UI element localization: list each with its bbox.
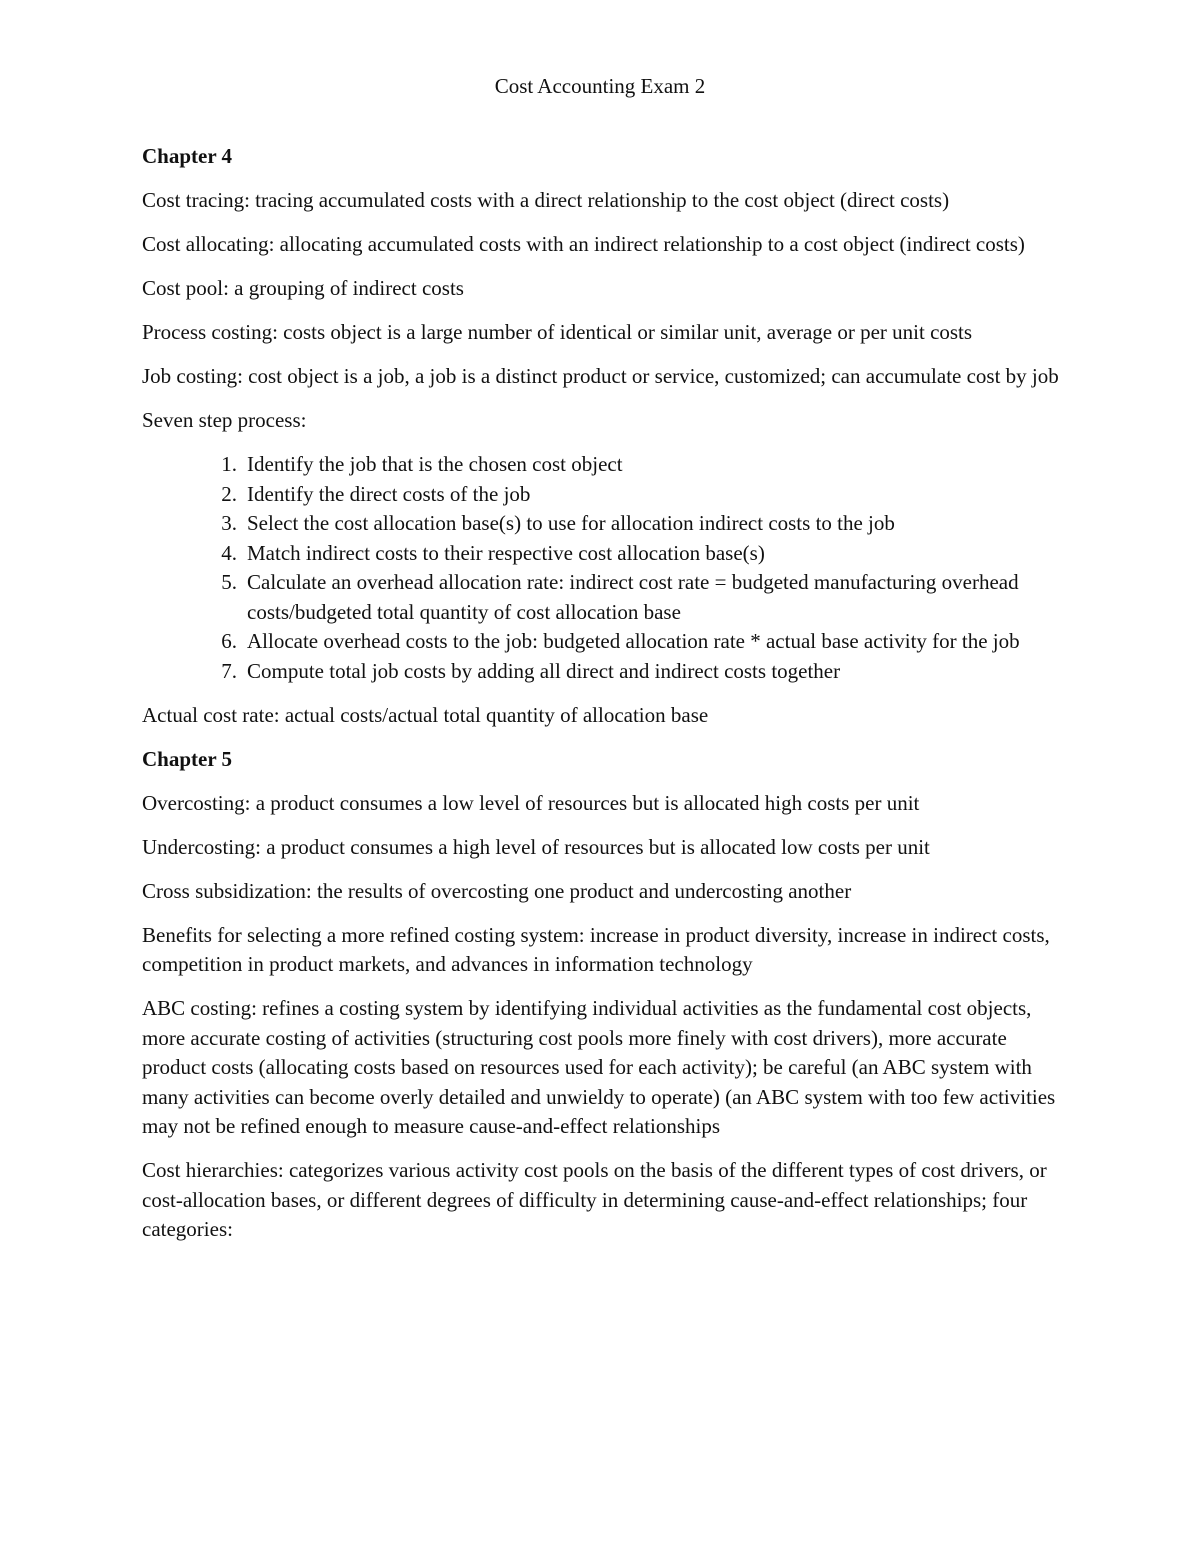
- list-item-text: Calculate an overhead allocation rate: indirect cost rate = budgeted manufacturing overhead costs/budgeted total quantity of cost allocation base: [247, 570, 1019, 624]
- actual-cost-rate-paragraph: Actual cost rate: actual costs/actual total quantity of allocation base: [142, 702, 709, 727]
- overcosting-paragraph: Overcosting: a product consumes a low level of resources but is allocated high costs per unit: [142, 790, 920, 815]
- undercosting-paragraph: Undercosting: a product consumes a high level of resources but is allocated low costs per unit: [142, 834, 930, 859]
- document-body: [142, 142, 1062, 1245]
- seven-step-intro: Seven step process:: [142, 408, 307, 432]
- list-item: [221, 450, 1062, 480]
- cost-tracing-paragraph: Cost tracing: tracing accumulated costs with a direct relationship to the cost object (direct costs): [142, 188, 950, 212]
- cost-allocating-paragraph: Cost allocating: allocating accumulated costs with an indirect relationship to a cost object (indirect costs): [142, 232, 1025, 256]
- list-item: [221, 568, 1062, 627]
- list-item-text: Identify the direct costs of the job: [247, 481, 531, 506]
- list-item: [221, 627, 1062, 657]
- chapter-4-heading: Chapter 4: [142, 144, 233, 168]
- cross-subsidization-paragraph: Cross subsidization: the results of overcosting one product and undercosting another: [142, 878, 852, 903]
- list-item: [221, 539, 1062, 569]
- list-number: 5.: [221, 570, 237, 594]
- list-item: [221, 509, 1062, 539]
- cost-pool-paragraph: Cost pool: a grouping of indirect costs: [142, 276, 464, 300]
- job-costing-paragraph: Job costing: cost object is a job, a job is a distinct product or service, customized; can accumulate cost by job: [142, 364, 1059, 388]
- list-item-text: Identify the job that is the chosen cost object: [247, 452, 623, 476]
- list-item-text: Select the cost allocation base(s) to use for allocation indirect costs to the job: [247, 511, 895, 535]
- process-costing-paragraph: Process costing: costs object is a large number of identical or similar unit, average or per unit costs: [142, 320, 973, 344]
- list-item-text: Allocate overhead costs to the job: budgeted allocation rate * actual base activity for the job: [247, 629, 1020, 653]
- list-item: [221, 480, 1062, 510]
- chapter-5-section: [142, 745, 1062, 1245]
- list-number: 4.: [221, 540, 237, 565]
- list-number: 3.: [221, 511, 237, 535]
- list-item: [221, 657, 1062, 687]
- list-number: 6.: [221, 629, 237, 653]
- cost-hierarchies-paragraph: Cost hierarchies: categorizes various activity cost pools on the basis of the different types of cost drivers, or cost-allocation bases, or different degrees of difficulty in determining cause-and-effect relationships; four categories:: [142, 1158, 1047, 1241]
- seven-step-list: [142, 450, 1062, 686]
- benefits-paragraph: Benefits for selecting a more refined costing system: increase in product diversity, increase in indirect costs, competition in product markets, and advances in information technology: [142, 922, 1050, 976]
- abc-costing-paragraph: ABC costing: refines a costing system by identifying individual activities as the fundamental cost objects, more accurate costing of activities (structuring cost pools more finely with cost drivers), more accurate product costs (allocating costs based on resources used for each activity); be careful (an ABC system with many activities can become overly detailed and unwieldy to operate) (an ABC system with too few activities may not be refined enough to measure cause-and-effect relationships: [142, 996, 1056, 1138]
- chapter-5-heading: Chapter 5: [142, 746, 233, 771]
- list-number: 2.: [221, 481, 237, 506]
- list-item-text: Match indirect costs to their respective cost allocation base(s): [247, 540, 765, 565]
- chapter-4-section: [142, 142, 1062, 730]
- list-number: 7.: [221, 658, 237, 683]
- document-title: Cost Accounting Exam 2: [494, 74, 706, 98]
- list-number: 1.: [221, 452, 237, 476]
- list-item-text: Compute total job costs by adding all direct and indirect costs together: [247, 658, 841, 683]
